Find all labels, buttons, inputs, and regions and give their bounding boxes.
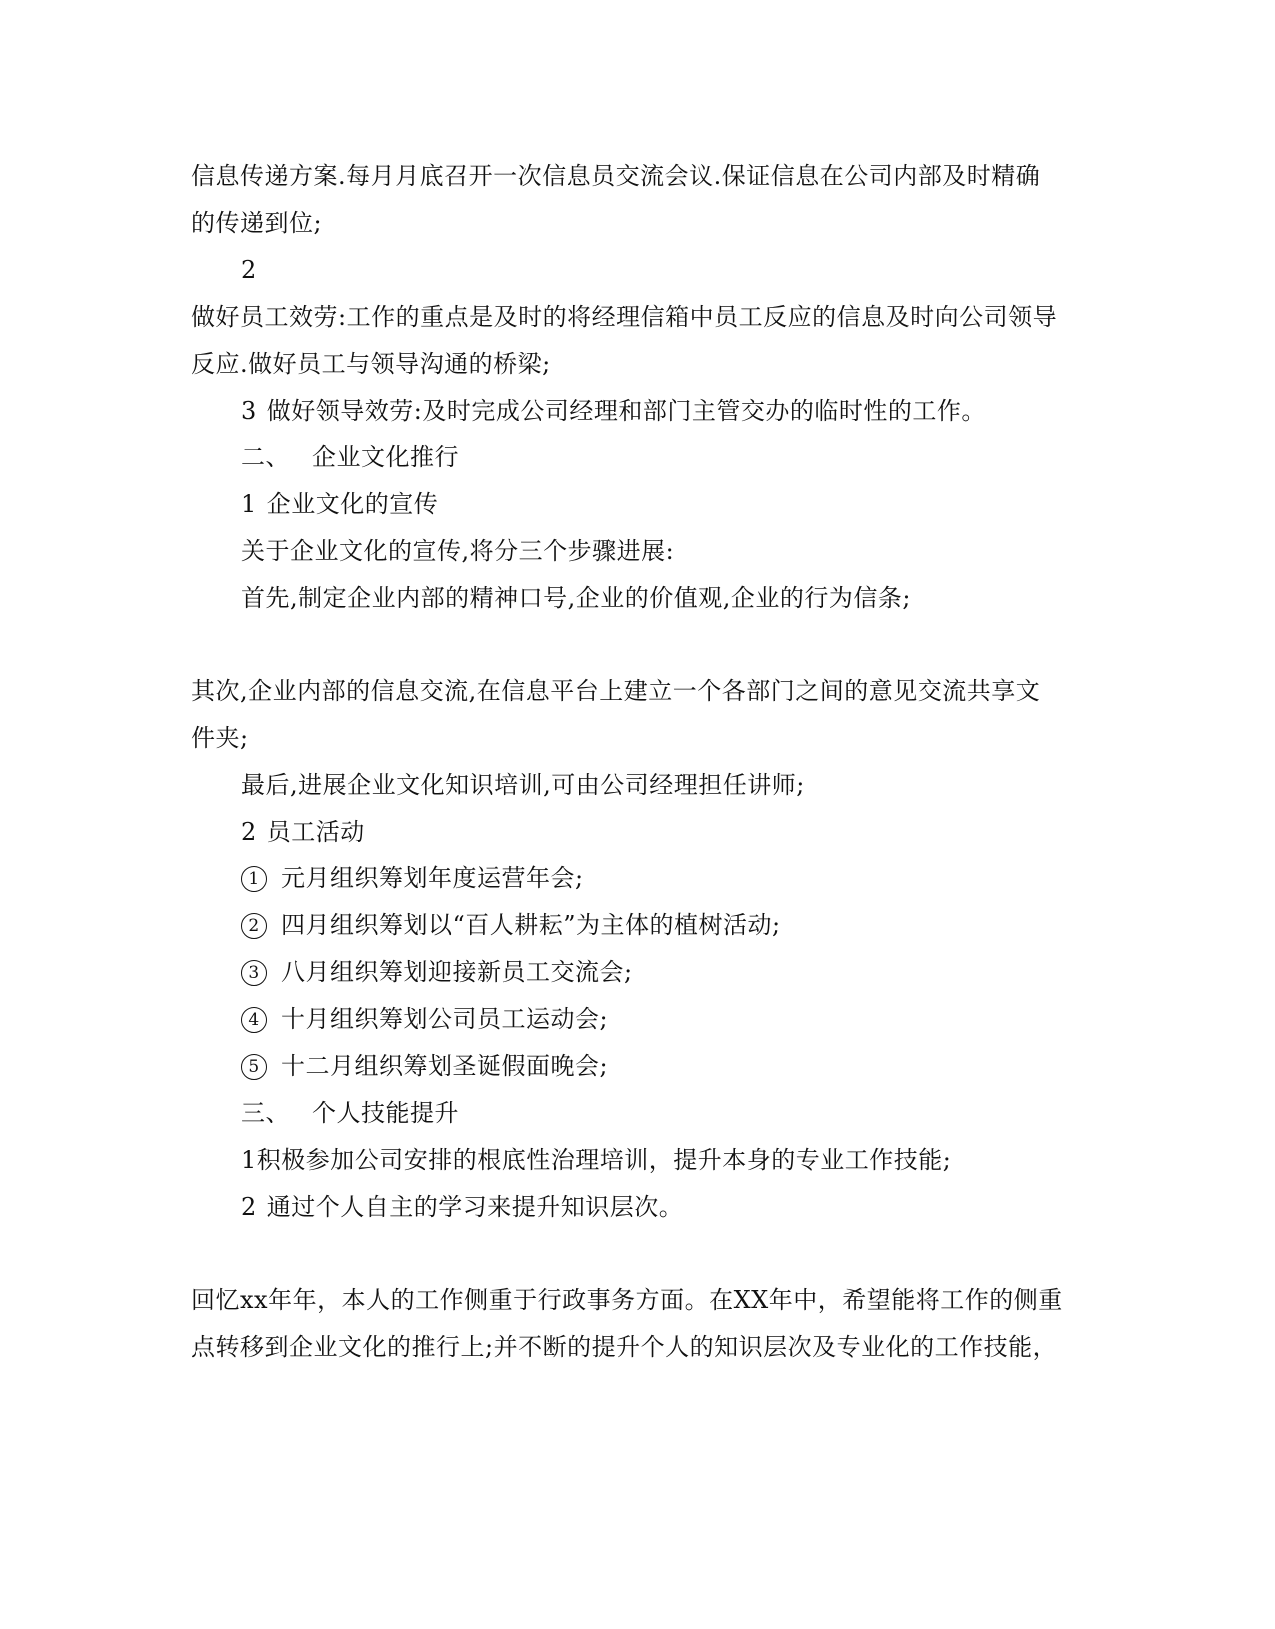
subsection-title: 企业文化的宣传	[266, 490, 439, 518]
paragraph-line: 其次,企业内部的信息交流,在信息平台上建立一个各部门之间的意见交流共享文	[191, 677, 1041, 705]
item-number: 2	[241, 256, 257, 284]
paragraph-line: 首先,制定企业内部的精神口号,企业的价值观,企业的行为信条;	[241, 584, 911, 612]
subsection-heading	[241, 488, 438, 520]
list-item	[241, 909, 781, 941]
list-item	[241, 956, 633, 988]
list-item	[241, 1191, 683, 1223]
section-heading	[241, 1097, 459, 1129]
item-text: 通过个人自主的学习来提升知识层次。	[266, 1193, 684, 1221]
circled-number-icon: 3	[241, 960, 267, 986]
subsection-number: 1	[241, 490, 257, 518]
circled-number-icon: 1	[241, 866, 267, 892]
item-text: 做好领导效劳:及时完成公司经理和部门主管交办的临时性的工作。	[266, 397, 986, 425]
item-number: 3	[241, 397, 257, 425]
paragraph-line: 反应.做好员工与领导沟通的桥梁;	[191, 350, 551, 378]
item-number: 2	[241, 1193, 257, 1221]
section-number: 三、	[241, 1099, 290, 1127]
paragraph-line: 回忆xx年年，本人的工作侧重于行政事务方面。在XX年中，希望能将工作的侧重	[191, 1286, 1063, 1314]
paragraph-line: 的传递到位;	[191, 209, 323, 237]
paragraph-line: 做好员工效劳:工作的重点是及时的将经理信箱中员工反应的信息及时向公司领导	[191, 303, 1058, 331]
paragraph-line: 点转移到企业文化的推行上;并不断的提升个人的知识层次及专业化的工作技能，	[191, 1333, 1058, 1361]
list-item	[241, 1003, 608, 1035]
paragraph-line: 关于企业文化的宣传,将分三个步骤进展:	[241, 537, 675, 565]
subsection-number: 2	[241, 818, 257, 846]
section-number: 二、	[241, 443, 290, 471]
circled-number-icon: 4	[241, 1007, 267, 1033]
section-heading	[241, 441, 459, 473]
list-item	[241, 395, 986, 427]
item-text: 十二月组织筹划圣诞假面晚会;	[281, 1052, 609, 1080]
section-title: 企业文化推行	[312, 443, 459, 471]
subsection-heading	[241, 816, 365, 848]
subsection-title: 员工活动	[266, 818, 365, 846]
paragraph-line: 1积极参加公司安排的根底性治理培训，提升本身的专业工作技能;	[241, 1146, 952, 1174]
list-item	[241, 862, 584, 894]
item-text: 八月组织筹划迎接新员工交流会;	[281, 958, 633, 986]
item-text: 元月组织筹划年度运营年会;	[281, 864, 584, 892]
list-item	[241, 1050, 608, 1082]
section-title: 个人技能提升	[312, 1099, 459, 1127]
paragraph-line: 件夹;	[191, 724, 249, 752]
item-text: 四月组织筹划以“百人耕耘”为主体的植树活动;	[281, 911, 781, 939]
item-text: 十月组织筹划公司员工运动会;	[281, 1005, 609, 1033]
paragraph-line: 最后,进展企业文化知识培训,可由公司经理担任讲师;	[241, 771, 805, 799]
circled-number-icon: 2	[241, 913, 267, 939]
circled-number-icon: 5	[241, 1054, 267, 1080]
paragraph-line: 信息传递方案.每月月底召开一次信息员交流会议.保证信息在公司内部及时精确	[191, 162, 1041, 190]
